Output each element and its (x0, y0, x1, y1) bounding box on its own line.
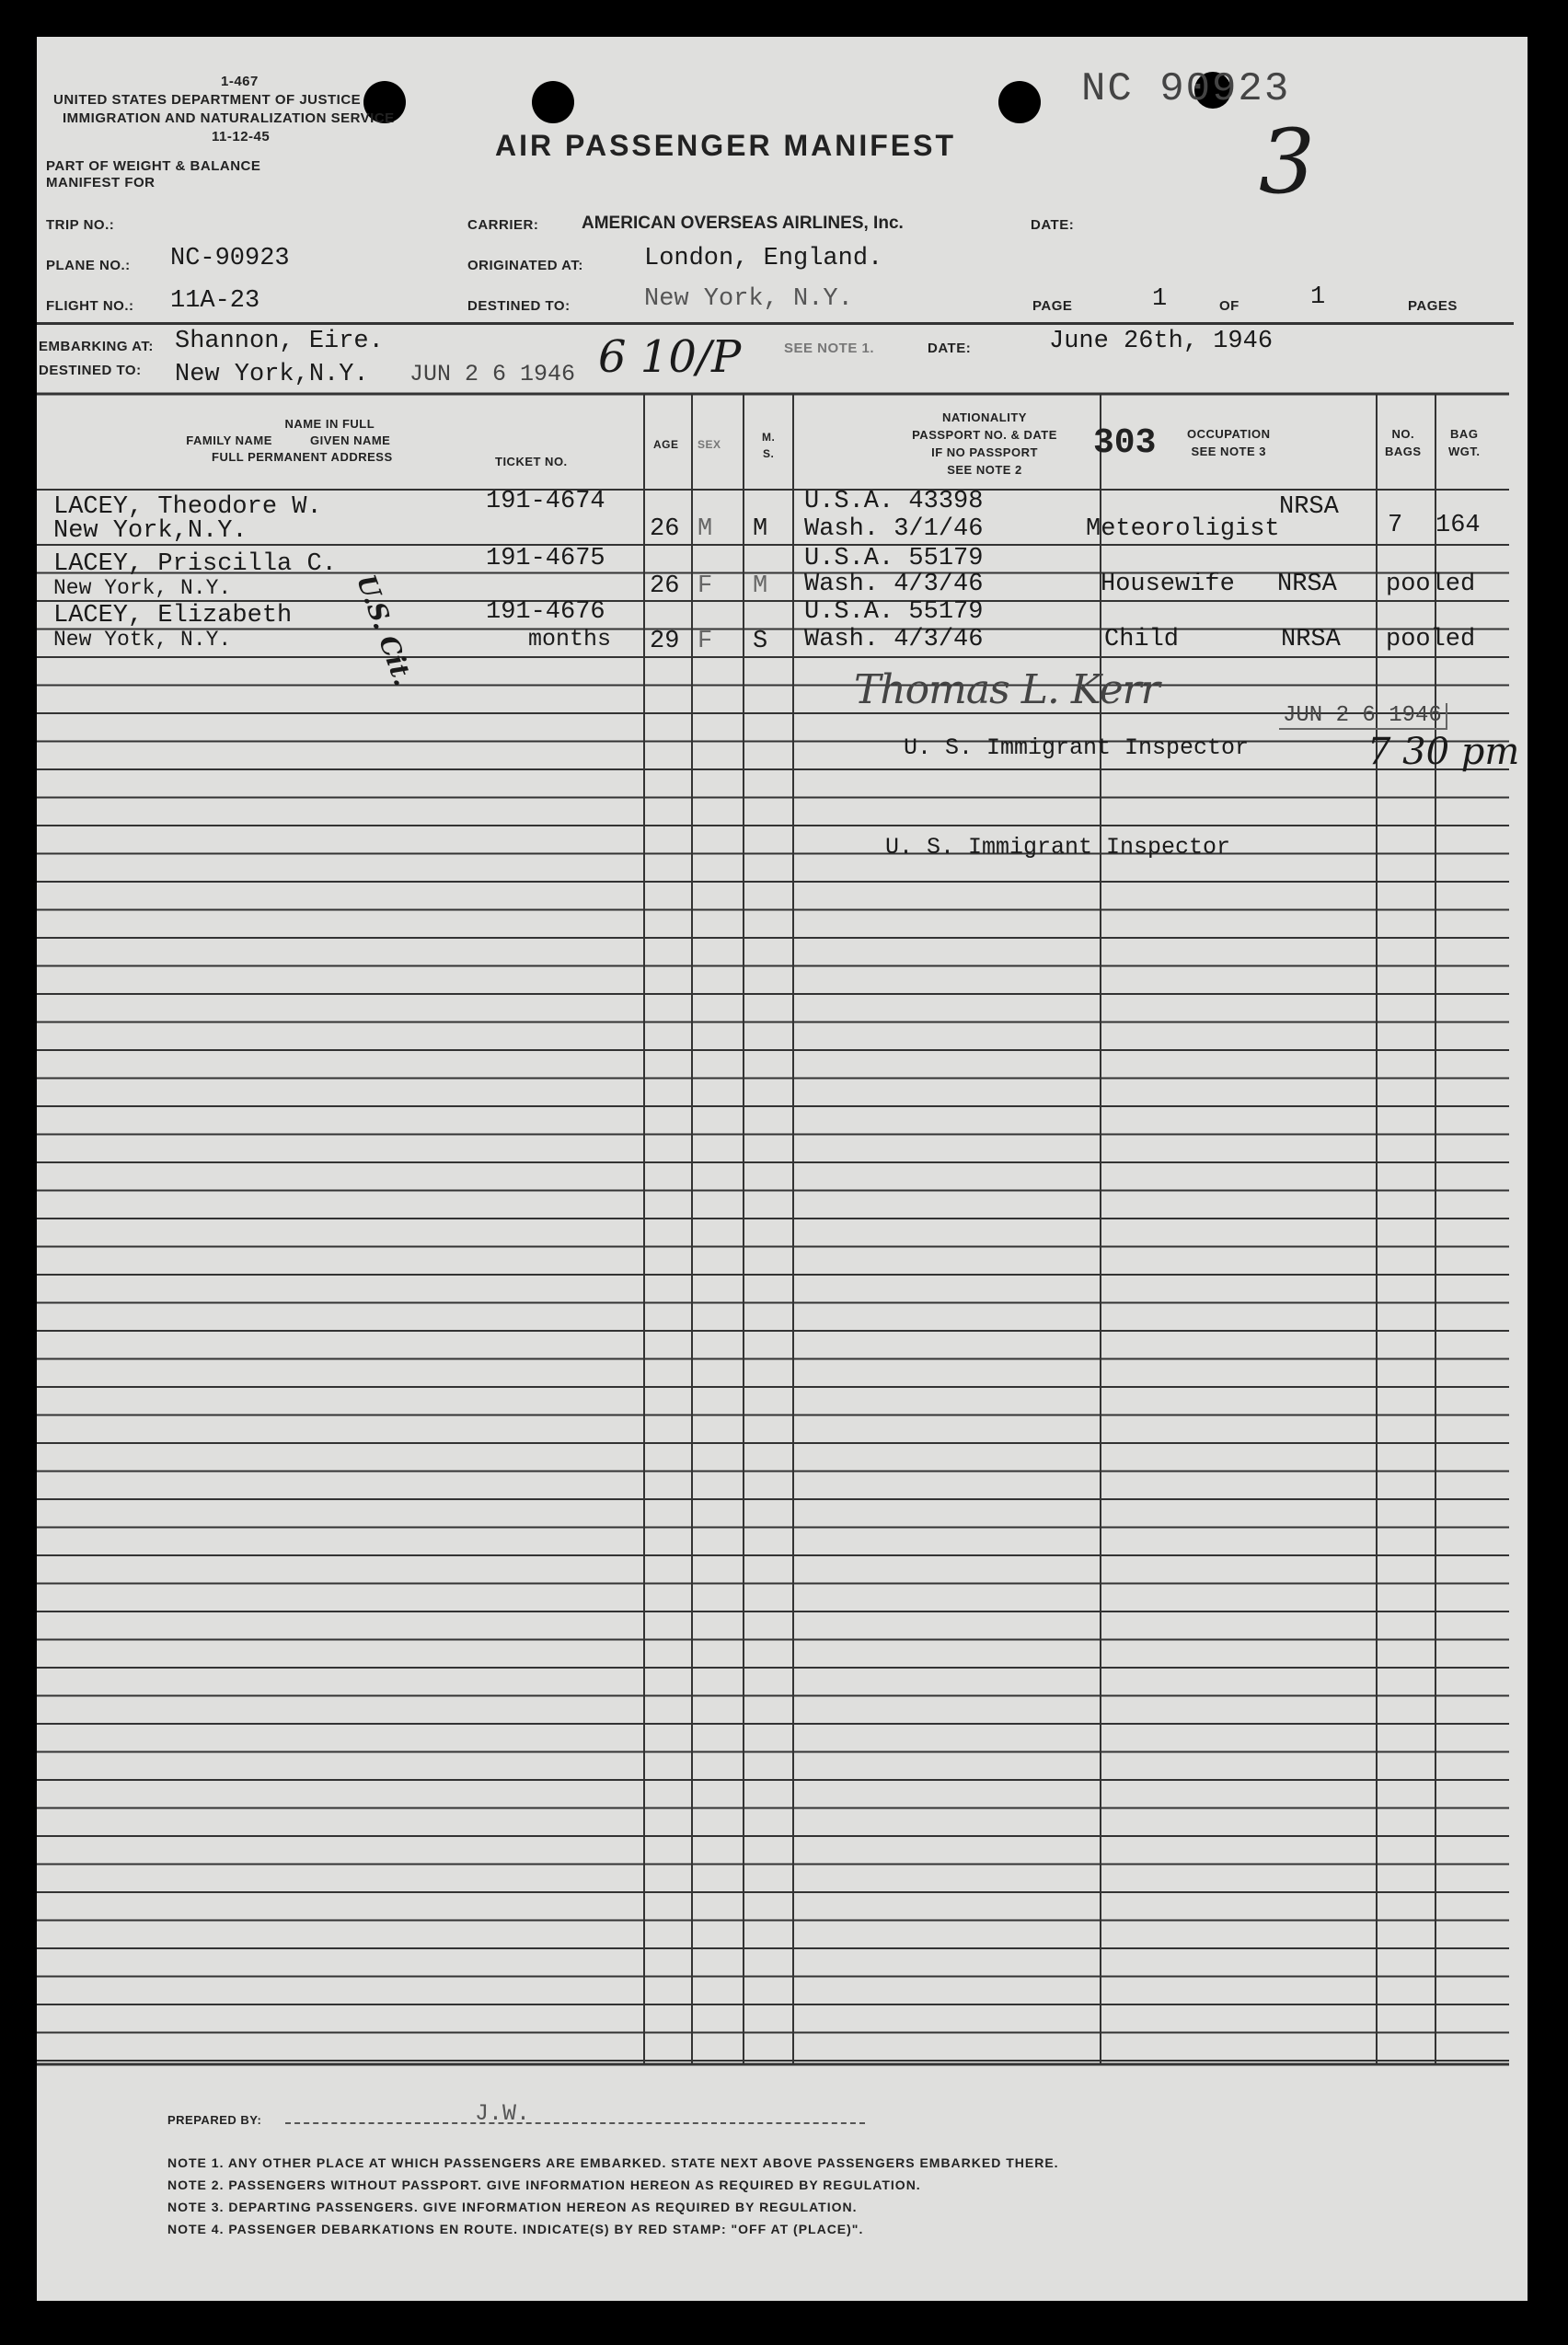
passenger-age: 29 (650, 628, 680, 655)
passenger-marital-status: S (753, 628, 768, 655)
inspection-date-stamp: JUN 2 6 1946 (1279, 703, 1447, 730)
passenger-nationality: U.S.A. 55179 (804, 598, 984, 626)
handwritten-mark: 6 10/P (598, 331, 742, 383)
col-sex-heading: SEX (698, 438, 721, 451)
trip-label: TRIP NO.: (46, 217, 115, 233)
service-name: IMMIGRATION AND NATURALIZATION SERVICE (63, 110, 395, 126)
plane-label: PLANE NO.: (46, 258, 131, 273)
passenger-name: LACEY, Theodore W. (53, 493, 322, 521)
inspector-signature: Thomas L. Kerr (854, 666, 1159, 713)
passenger-address: New Yotk, N.Y. (53, 628, 232, 652)
destined2-label: DESTINED TO: (39, 363, 142, 378)
passenger-address: New York, N.Y. (53, 576, 232, 600)
passenger-sex: M (698, 515, 713, 543)
plane-value: NC-90923 (170, 245, 290, 272)
col-bags-line1: NO. (1391, 427, 1415, 441)
footnote: NOTE 1. ANY OTHER PLACE AT WHICH PASSENGERS ARE EMBARKED. STATE NEXT ABOVE PASSENGERS EMBARKED THERE. (167, 2155, 1059, 2170)
flight-value: 11A-23 (170, 287, 260, 315)
col-name-line3: FULL PERMANENT ADDRESS (212, 450, 393, 464)
embarking-label: EMBARKING AT: (39, 339, 154, 354)
pages-label: PAGES (1408, 298, 1458, 314)
passenger-bag-weight: 164 (1435, 512, 1481, 539)
citizenship-margin-mark: U.S. Cit. (350, 571, 420, 690)
col-occupation-heading (1187, 425, 1270, 460)
page-value: 1 (1152, 285, 1168, 313)
passenger-bag-weight: pooled (1386, 571, 1476, 598)
passenger-occupation: Meteoroligist (1086, 515, 1280, 543)
col-bags-line2: BAGS (1385, 445, 1422, 458)
form-number: 1-467 (221, 74, 259, 89)
date2-label: DATE: (928, 341, 972, 356)
col-name-line1: NAME IN FULL (284, 417, 375, 431)
embarking-value: Shannon, Eire. (175, 328, 384, 355)
col-nat-line2: PASSPORT NO. & DATE (912, 428, 1057, 442)
arrival-date-stamp: JUN 2 6 1946 (409, 361, 576, 387)
passenger-status: NRSA (1277, 571, 1337, 598)
passenger-ticket: 191-4674 (486, 488, 605, 515)
form-date-code: 11-12-45 (212, 129, 271, 144)
flight-label: FLIGHT NO.: (46, 298, 134, 314)
col-age-heading: AGE (653, 438, 679, 451)
passenger-nationality: U.S.A. 43398 (804, 488, 984, 515)
passenger-occupation: Child (1104, 626, 1180, 653)
col-nat-line1: NATIONALITY (942, 410, 1027, 424)
col-name-line2: FAMILY NAME GIVEN NAME (186, 433, 391, 447)
see-note-label: SEE NOTE 1. (784, 341, 875, 356)
passenger-address: New York,N.Y. (53, 517, 248, 545)
col-bags-heading (1385, 425, 1422, 460)
page-title: AIR PASSENGER MANIFEST (495, 129, 956, 162)
passenger-passport-date: Wash. 4/3/46 (804, 626, 984, 653)
col-nationality-heading (847, 409, 1123, 479)
passenger-sex: F (698, 628, 713, 655)
passenger-name: LACEY, Elizabeth (53, 602, 293, 630)
passenger-marital-status: M (753, 515, 768, 543)
passenger-ticket-note: months (528, 626, 612, 653)
passenger-bags: 7 (1388, 512, 1403, 539)
originated-label: ORIGINATED AT: (467, 258, 583, 273)
destined2-value: New York,N.Y. (175, 361, 369, 388)
passenger-occupation: Housewife (1101, 571, 1235, 598)
inspection-time-note: 7 30 pm (1367, 731, 1520, 773)
col-weight-heading (1448, 425, 1481, 460)
part-of-label: PART OF WEIGHT & BALANCE (46, 158, 261, 174)
col-occ-line1: OCCUPATION (1187, 427, 1271, 441)
col-ms-heading (762, 429, 775, 462)
passenger-ticket: 191-4676 (486, 598, 605, 626)
passenger-passport-date: Wash. 4/3/46 (804, 571, 984, 598)
passenger-ticket: 191-4675 (486, 545, 605, 572)
footnote: NOTE 2. PASSENGERS WITHOUT PASSPORT. GIVE INFORMATION HEREON AS REQUIRED BY REGULATION. (167, 2178, 921, 2192)
of-value: 1 (1310, 283, 1326, 311)
date2-value: June 26th, 1946 (1049, 328, 1274, 355)
passenger-age: 26 (650, 515, 680, 543)
inspector-label-2: U. S. Immigrant Inspector (885, 834, 1231, 861)
date-label: DATE: (1031, 217, 1075, 233)
manifest-number: NC 90923 (1081, 66, 1291, 112)
passenger-passport-date: Wash. 3/1/46 (804, 515, 984, 543)
col-ticket-heading: TICKET NO. (495, 455, 568, 468)
destined-value: New York, N.Y. (644, 285, 853, 313)
col-nat-line3: IF NO PASSPORT (931, 445, 1038, 459)
carrier-value: AMERICAN OVERSEAS AIRLINES, Inc. (582, 214, 904, 233)
col-wgt-line1: BAG (1450, 427, 1479, 441)
passenger-status: NRSA (1279, 493, 1339, 521)
footnote: NOTE 4. PASSENGER DEBARKATIONS EN ROUTE. INDICATE(S) BY RED STAMP: "OFF AT (PLACE)". (167, 2222, 864, 2236)
carrier-label: CARRIER: (467, 217, 539, 233)
prepared-line (285, 2122, 865, 2124)
department-name: UNITED STATES DEPARTMENT OF JUSTICE (53, 92, 362, 108)
handwritten-303: 303 (1093, 423, 1157, 463)
passenger-sex: F (698, 572, 713, 600)
page-label: PAGE (1032, 298, 1073, 314)
of-label: OF (1219, 298, 1239, 314)
inspector-label-1: U. S. Immigrant Inspector (904, 734, 1250, 761)
destined-label: DESTINED TO: (467, 298, 571, 314)
footnote: NOTE 3. DEPARTING PASSENGERS. GIVE INFORMATION HEREON AS REQUIRED BY REGULATION. (167, 2200, 858, 2214)
passenger-nationality: U.S.A. 55179 (804, 545, 984, 572)
passenger-age: 26 (650, 572, 680, 600)
handwritten-page-number: 3 (1259, 110, 1316, 214)
originated-value: London, England. (644, 245, 883, 272)
manifest-for-label: MANIFEST FOR (46, 175, 156, 191)
col-occ-line2: SEE NOTE 3 (1191, 445, 1267, 458)
passenger-bag-weight: pooled (1386, 626, 1476, 653)
col-nat-line4: SEE NOTE 2 (947, 463, 1022, 477)
col-name-heading (184, 416, 393, 466)
prepared-value: J.W. (475, 2100, 531, 2127)
passenger-status: NRSA (1281, 626, 1341, 653)
passenger-marital-status: M (753, 572, 768, 600)
col-ms-line2: S. (763, 447, 775, 460)
prepared-label: PREPARED BY: (167, 2113, 262, 2127)
passenger-name: LACEY, Priscilla C. (53, 550, 337, 578)
col-wgt-line2: WGT. (1448, 445, 1481, 458)
col-ms-line1: M. (762, 431, 776, 444)
